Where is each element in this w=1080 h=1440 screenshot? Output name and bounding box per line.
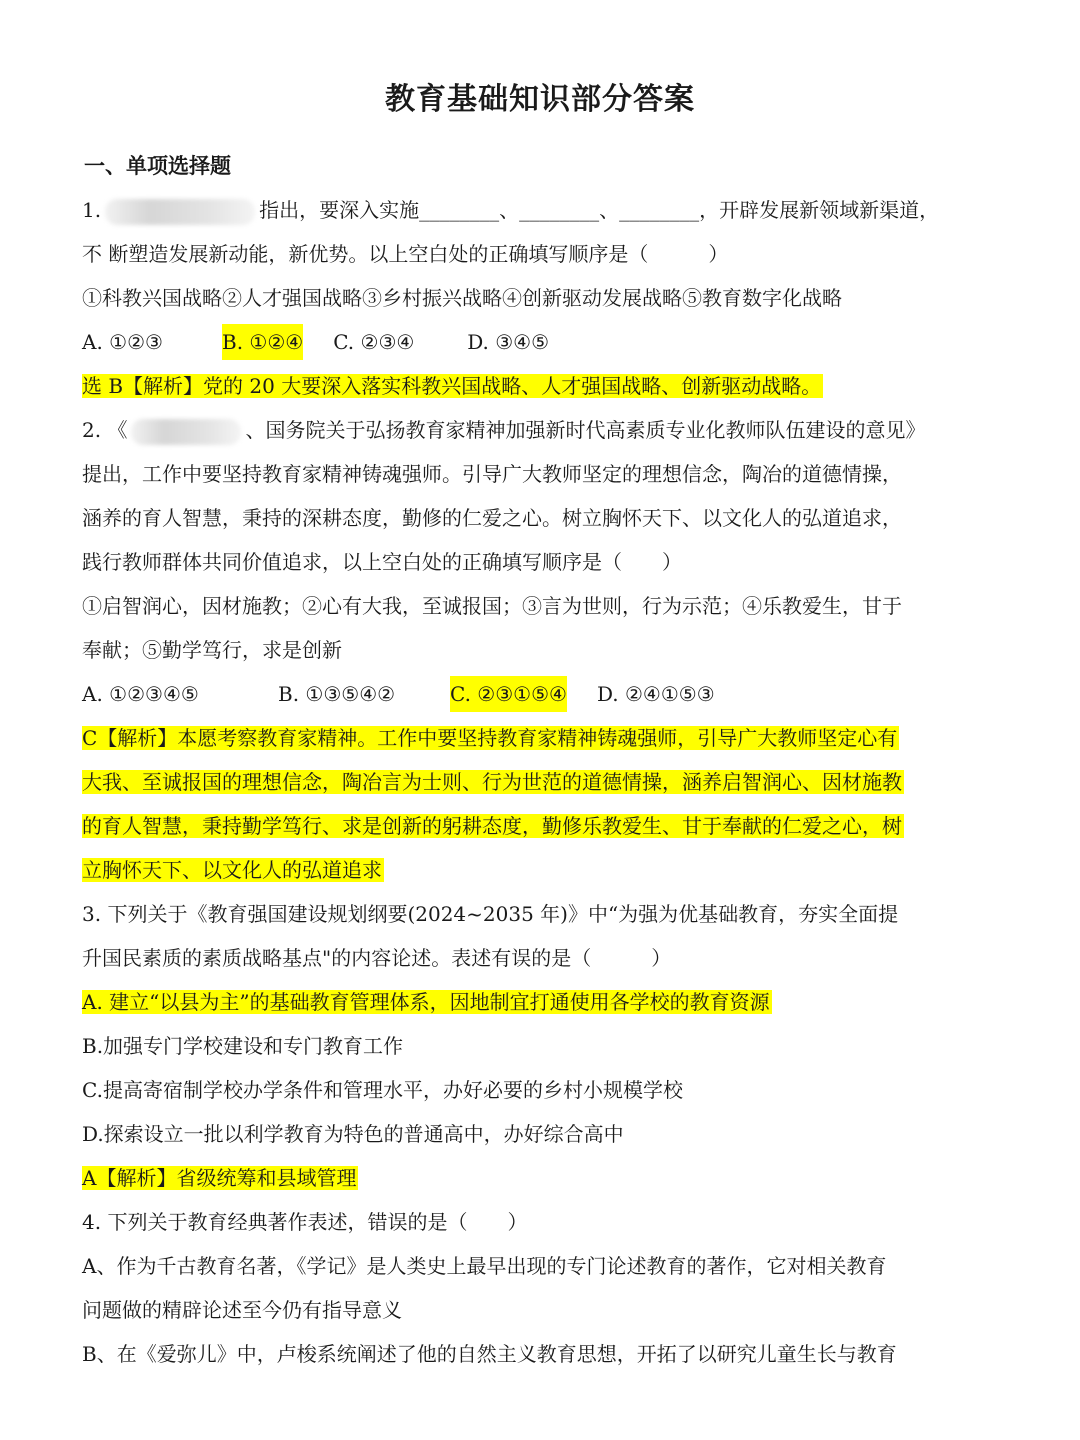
q1-items: ①科教兴国战略②人才强国战略③乡村振兴战略④创新驱动发展战略⑤教育数字化战略 xyxy=(82,286,842,310)
q2-stem-line3: 涵养的育人智慧，秉持的深耕态度，勤修的仁爱之心。树立胸怀天下、以文化人的弘道追求， xyxy=(82,506,902,530)
q2-items-line1: ①启智润心，因材施教；②心有大我，至诚报国；③言为世则，行为示范；④乐教爱生，甘于 xyxy=(82,594,902,618)
q2-stem-line1: 2. 《 、国务院关于弘扬教育家精神加强新时代高素质专业化教师队伍建设的意见》 xyxy=(82,412,925,448)
q1-options xyxy=(82,324,549,360)
q3-answer: A【解析】省级统筹和县域管理 xyxy=(82,1166,357,1190)
q1-option-d: D. ③④⑤ xyxy=(467,330,550,354)
q2-stem-line4: 践行教师群体共同价值追求，以上空白处的正确填写顺序是（ ） xyxy=(82,550,682,574)
q4-option-a-line1: A、作为千古教育名著，《学记》是人类史上最早出现的专门论述教育的著作，它对相关教育 xyxy=(82,1254,887,1278)
q2-items-line2: 奉献；⑤勤学笃行，求是创新 xyxy=(82,638,342,662)
q2-option-d: D. ②④①⑤③ xyxy=(596,682,715,706)
q4-option-b-line1: B、在《爱弥儿》中，卢梭系统阐述了他的自然主义教育思想，开拓了以研究儿童生长与教育 xyxy=(82,1342,897,1366)
q3-stem-line2: 升国民素质的素质战略基点"的内容论述。表述有误的是（ ） xyxy=(82,946,672,970)
q3-stem-line1: 3. 下列关于《教育强国建设规划纲要(2024~2035 年)》中“为强为优基础教育，夯实全面提 xyxy=(82,902,899,926)
q2-option-a: A. ①②③④⑤ xyxy=(82,682,199,706)
redacted-text xyxy=(105,199,255,225)
q4-option-a-line2: 问题做的精辟论述至今仍有指导意义 xyxy=(82,1298,402,1322)
q1-stem-line1: 1. 指出，要深入实施________、________、________，开辟发展新领域新渠道， xyxy=(82,192,939,228)
q3-option-b: B.加强专门学校建设和专门教育工作 xyxy=(82,1034,404,1058)
q1-answer: 选 B【解析】党的 20 大要深入落实科教兴国战略、人才强国战略、创新驱动战略。 xyxy=(82,374,822,398)
q2-answer-line2: 大我、至诚报国的理想信念，陶冶言为士则、行为世范的道德情操，涵养启智润心、因材施教 xyxy=(82,770,902,794)
q2-options xyxy=(82,676,715,712)
q1-option-b: B. ①②④ xyxy=(222,324,303,360)
q1-option-c: C. ②③④ xyxy=(333,330,415,354)
q2-option-b: B. ①③⑤④② xyxy=(278,682,396,706)
q2-answer-line3: 的育人智慧，秉持勤学笃行、求是创新的躬耕态度，勤修乐教爱生、甘于奉献的仁爱之心，树 xyxy=(82,814,902,838)
q2-answer-line4: 立胸怀天下、以文化人的弘道追求 xyxy=(82,858,382,882)
q1-option-a: A. ①②③ xyxy=(82,330,163,354)
q2-option-c: C. ②③①⑤④ xyxy=(450,676,567,712)
q1-stem-line2: 不 断塑造发展新动能，新优势。以上空白处的正确填写顺序是（ ） xyxy=(82,242,729,266)
page-title: 教育基础知识部分答案 xyxy=(385,82,695,117)
q4-stem: 4. 下列关于教育经典著作表述，错误的是（ ） xyxy=(82,1210,528,1234)
q3-option-a: A. 建立“以县为主”的基础教育管理体系，因地制宜打通使用各学校的教育资源 xyxy=(82,990,770,1014)
redacted-text xyxy=(131,419,241,445)
q2-answer-line1: C【解析】本愿考察教育家精神。工作中要坚持教育家精神铸魂强师，引导广大教师坚定心有 xyxy=(82,726,898,750)
q2-stem-line2: 提出，工作中要坚持教育家精神铸魂强师。引导广大教师坚定的理想信念，陶冶的道德情操， xyxy=(82,462,902,486)
section-heading: 一、单项选择题 xyxy=(84,154,231,178)
q3-option-d: D.探索设立一批以利学教育为特色的普通高中，办好综合高中 xyxy=(82,1122,624,1146)
q3-option-c: C.提高寄宿制学校办学条件和管理水平，办好必要的乡村小规模学校 xyxy=(82,1078,683,1102)
